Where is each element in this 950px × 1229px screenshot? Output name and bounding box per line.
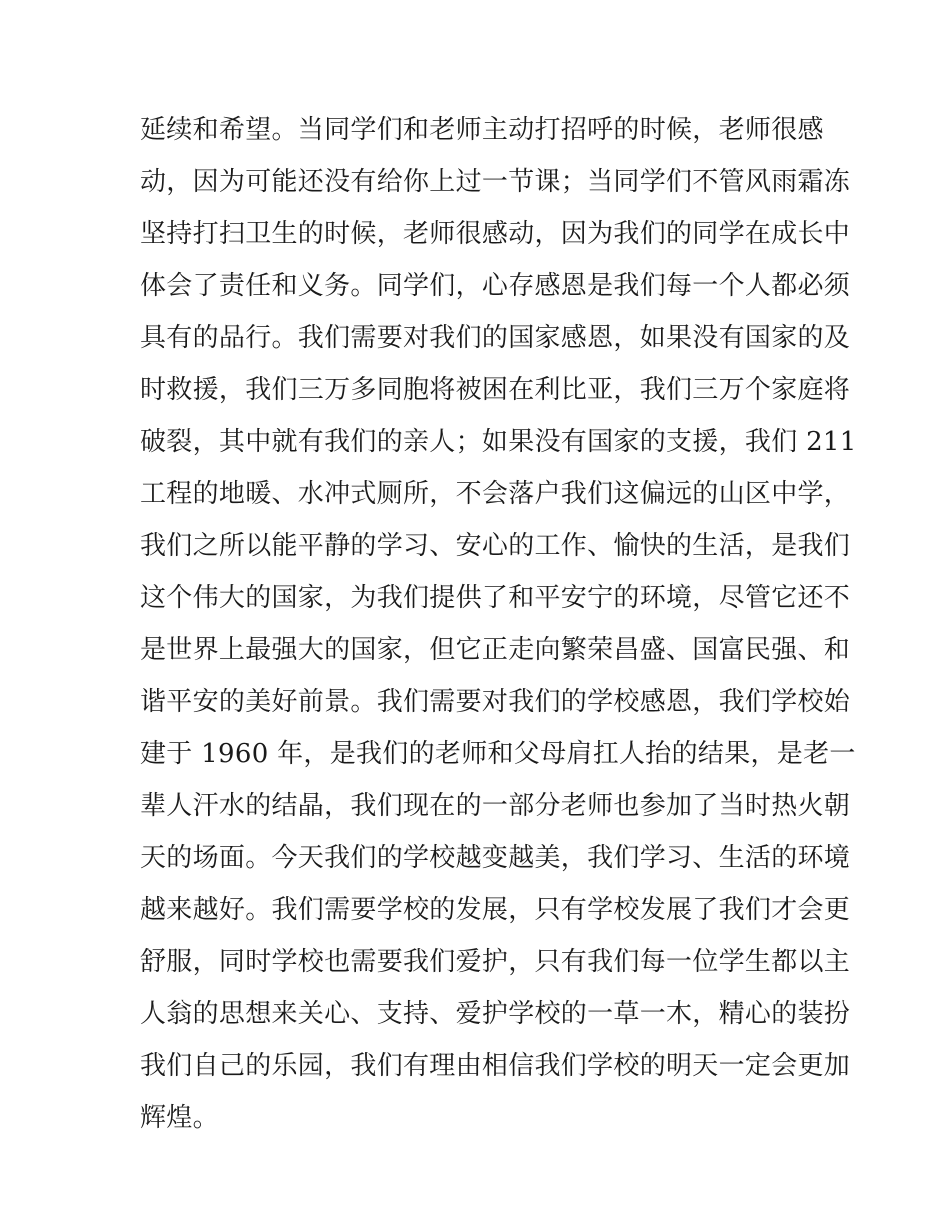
text-line: 我们自己的乐园，我们有理由相信我们学校的明天一定会更加: [140, 1051, 851, 1081]
text-line: 工程的地暖、水冲式厕所，不会落户我们这偏远的山区中学，: [140, 479, 851, 509]
text-line: 是世界上最强大的国家，但它正走向繁荣昌盛、国富民强、和: [140, 635, 851, 665]
text-line: 辉煌。: [140, 1103, 219, 1133]
text-line: 辈人汗水的结晶，我们现在的一部分老师也参加了当时热火朝: [140, 791, 851, 821]
text-line: 建于 1960 年，是我们的老师和父母肩扛人抬的结果，是老一: [140, 739, 856, 769]
text-line: 谐平安的美好前景。我们需要对我们的学校感恩，我们学校始: [140, 687, 851, 717]
text-line: 舒服，同时学校也需要我们爱护，只有我们每一位学生都以主: [140, 947, 851, 977]
text-line: 坚持打扫卫生的时候，老师很感动，因为我们的同学在成长中: [140, 219, 851, 249]
text-line: 这个伟大的国家，为我们提供了和平安宁的环境，尽管它还不: [140, 583, 851, 613]
text-line: 具有的品行。我们需要对我们的国家感恩，如果没有国家的及: [140, 323, 851, 353]
text-line: 动，因为可能还没有给你上过一节课；当同学们不管风雨霜冻: [140, 167, 851, 197]
text-line: 破裂，其中就有我们的亲人；如果没有国家的支援，我们 211: [140, 427, 857, 457]
text-line: 人翁的思想来关心、支持、爱护学校的一草一木，精心的装扮: [140, 999, 851, 1029]
body-paragraph: [140, 104, 857, 1144]
text-line: 延续和希望。当同学们和老师主动打招呼的时候，老师很感: [140, 115, 824, 145]
text-line: 越来越好。我们需要学校的发展，只有学校发展了我们才会更: [140, 895, 851, 925]
text-line: 天的场面。今天我们的学校越变越美，我们学习、生活的环境: [140, 843, 851, 873]
text-line: 我们之所以能平静的学习、安心的工作、愉快的生活，是我们: [140, 531, 851, 561]
text-line: 时救援，我们三万多同胞将被困在利比亚，我们三万个家庭将: [140, 375, 851, 405]
text-line: 体会了责任和义务。同学们，心存感恩是我们每一个人都必须: [140, 271, 851, 301]
